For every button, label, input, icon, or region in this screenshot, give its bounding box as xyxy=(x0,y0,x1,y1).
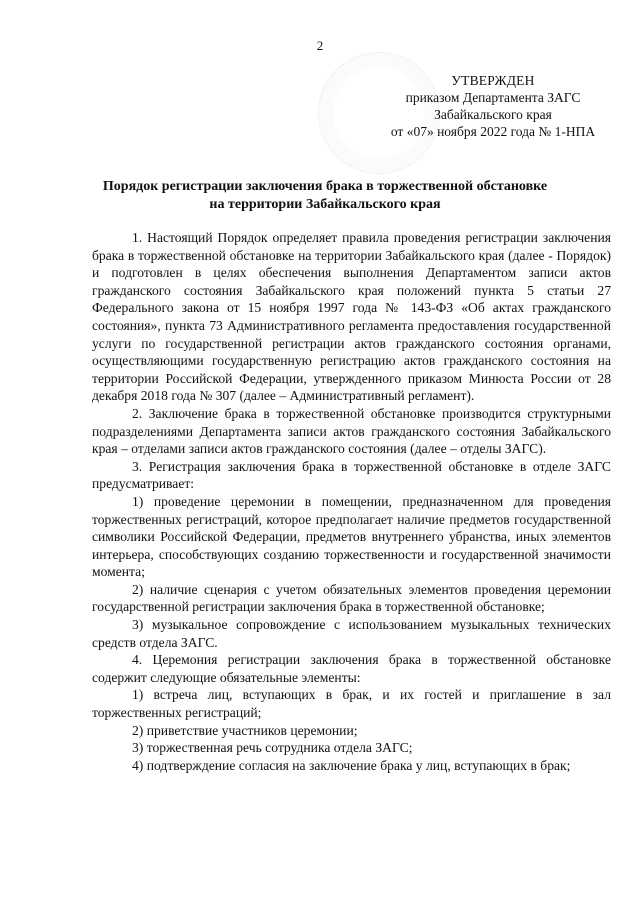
paragraph: 1. Настоящий Порядок определяет правила проведения регистрации заключения брака в торжественной обстановке на территории Забайкальского края (далее - Порядок) и подготовлен в целях обеспечения выполнения Департаментом записи актов гражданского состояния Забайкальского края положений пункта 5 статьи 27 Федерального закона от 15 ноября 1997 года № 143-ФЗ «Об актах гражданского состояния», пункта 73 Административного регламента предоставления государственной услуги по государственной регистрации актов гражданского состояния органами, осуществляющими государственную регистрацию актов гражданского состояния на территории Российской Федерации, утвержденного приказом Минюста России от 28 декабря 2018 года № 307 (далее – Административный регламент). xyxy=(92,230,611,404)
paragraph: 3) торжественная речь сотрудника отдела ЗАГС; xyxy=(132,740,413,756)
document-title-line-2: на территории Забайкальского края xyxy=(209,197,441,212)
approval-line-1: приказом Департамента ЗАГС xyxy=(405,90,581,105)
approval-title: УТВЕРЖДЕН xyxy=(451,73,535,88)
paragraph: 4. Церемония регистрации заключения брака в торжественной обстановке содержит следующие обязательные элементы: xyxy=(92,652,611,685)
paragraph: 2) наличие сценария с учетом обязательных элементов проведения церемонии государственной регистрации заключения брака в торжественной обстановке; xyxy=(92,581,611,615)
paragraph: 3) музыкальное сопровождение с использованием музыкальных технических средств отдела ЗАГС. xyxy=(92,617,611,650)
document-body xyxy=(92,229,611,774)
document-title xyxy=(60,178,590,214)
page-number: 2 xyxy=(316,38,324,53)
paragraph: 4) подтверждение согласия на заключение брака у лиц, вступающих в брак; xyxy=(132,757,571,773)
approval-line-3: от «07» ноября 2022 года № 1-НПА xyxy=(390,124,596,139)
paragraph: 1) проведение церемонии в помещении, предназначенном для проведения торжественных регистраций, которое предполагает наличие предметов государственной символики Российской Федерации, предметов внутреннего убранства, иных элементов интерьера, способствующих созданию торжественности и государственной значимости момента; xyxy=(92,493,611,580)
approval-block xyxy=(368,72,618,140)
paragraph: 1) встреча лиц, вступающих в брак, и их гостей и приглашение в зал торжественных регистраций; xyxy=(92,687,611,721)
paragraph: 2) приветствие участников церемонии; xyxy=(132,722,358,738)
paragraph: 2. Заключение брака в торжественной обстановке производится структурными подразделениями Департамента записи актов гражданского состояния Забайкальского края – отделами записи актов гражданского состояния (далее – отделы ЗАГС). xyxy=(92,405,611,457)
approval-line-2: Забайкальского края xyxy=(434,107,552,122)
document-title-line-1: Порядок регистрации заключения брака в торжественной обстановке xyxy=(102,179,548,194)
paragraph: 3. Регистрация заключения брака в торжественной обстановке в отделе ЗАГС предусматривает: xyxy=(92,458,611,492)
